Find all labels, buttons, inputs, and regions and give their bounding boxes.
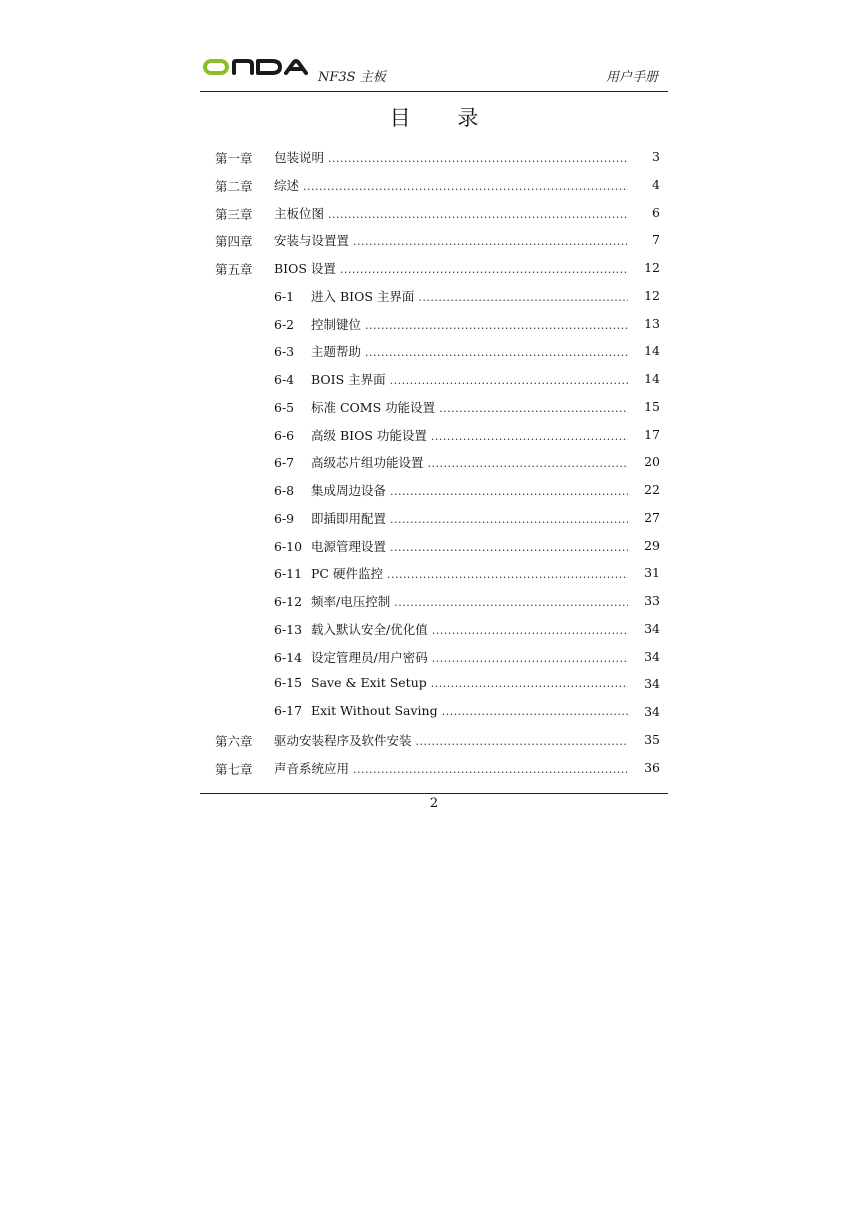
onda-logo-icon bbox=[202, 57, 310, 77]
toc-entry-title: PC 硬件监控 bbox=[311, 566, 383, 582]
toc-entry[interactable] bbox=[200, 558, 668, 586]
toc-entry-title: 标准 COMS 功能设置 bbox=[311, 399, 436, 415]
toc-dot-leader bbox=[432, 624, 628, 637]
toc-entry-title: 包装说明 bbox=[274, 150, 325, 165]
toc-dot-leader bbox=[431, 430, 628, 443]
toc-chapter-label: 第二章 bbox=[215, 178, 253, 194]
toc-entry[interactable] bbox=[200, 309, 668, 337]
toc-section-number: 6-4 bbox=[274, 372, 295, 387]
toc-section-number: 6-6 bbox=[274, 427, 295, 443]
toc-chapter-label: 第四章 bbox=[215, 234, 253, 250]
toc-section-number: 6-14 bbox=[274, 649, 303, 665]
toc-entry[interactable] bbox=[200, 253, 668, 281]
toc-dot-leader bbox=[416, 735, 628, 748]
toc-dot-leader bbox=[390, 485, 628, 498]
toc-entry-body bbox=[274, 675, 628, 690]
toc-section-number: 6-17 bbox=[274, 703, 303, 718]
toc-dot-leader bbox=[390, 374, 628, 387]
toc-entry-body bbox=[274, 370, 628, 388]
toc-dot-leader bbox=[353, 235, 628, 248]
toc-dot-leader bbox=[431, 677, 628, 690]
toc-entry-title: Save & Exit Setup bbox=[311, 675, 427, 691]
toc-page-number: 34 bbox=[644, 648, 660, 664]
toc-entry-body bbox=[274, 342, 628, 360]
toc-entry[interactable] bbox=[200, 364, 668, 392]
toc-entry-title: 安装与设置置 bbox=[274, 233, 350, 249]
manual-label: 用户手册 bbox=[605, 70, 658, 85]
toc-entry-title: BOIS 主界面 bbox=[311, 372, 386, 387]
toc-chapter-label: 第三章 bbox=[215, 206, 253, 222]
toc-section-number: 6-11 bbox=[274, 566, 303, 582]
toc-dot-leader bbox=[365, 319, 628, 332]
toc-entry[interactable] bbox=[200, 531, 668, 559]
toc-chapter-label: 第五章 bbox=[215, 262, 253, 277]
toc-entry[interactable] bbox=[200, 420, 668, 448]
toc-section-number: 6-7 bbox=[274, 455, 295, 471]
toc-entry-body bbox=[274, 453, 628, 471]
toc-page-number: 15 bbox=[644, 398, 660, 414]
toc-section-number: 6-8 bbox=[274, 483, 295, 498]
toc-entry[interactable] bbox=[200, 697, 668, 725]
toc-entry-body bbox=[274, 759, 628, 777]
toc-dot-leader bbox=[418, 291, 628, 304]
toc-page-number: 34 bbox=[644, 620, 660, 636]
toc-entry-body bbox=[274, 315, 628, 333]
toc-section-number: 6-13 bbox=[274, 621, 303, 637]
model-label: NF3S 主板 bbox=[318, 70, 386, 85]
toc-page-number: 20 bbox=[644, 454, 660, 470]
toc-entry-body bbox=[274, 231, 628, 249]
toc-entry-body bbox=[274, 509, 628, 527]
toc-entry[interactable] bbox=[200, 725, 668, 753]
toc-chapter-label: 第一章 bbox=[215, 151, 253, 166]
toc-section-number: 6-15 bbox=[274, 675, 303, 691]
toc-page-number: 31 bbox=[644, 565, 660, 581]
toc-section-number: 6-3 bbox=[274, 344, 295, 360]
toc-entry-body bbox=[274, 564, 628, 582]
toc-entry[interactable] bbox=[200, 225, 668, 253]
toc-dot-leader bbox=[303, 180, 628, 193]
toc-entry-body bbox=[274, 176, 628, 194]
toc-dot-leader bbox=[394, 596, 628, 609]
toc-section-number: 6-9 bbox=[274, 510, 295, 526]
toc-page-number: 7 bbox=[652, 232, 660, 248]
toc-entry[interactable] bbox=[200, 586, 668, 614]
toc-dot-leader bbox=[428, 457, 628, 470]
page-title: 目 录 bbox=[389, 106, 499, 130]
toc-dot-leader bbox=[328, 208, 628, 221]
toc-dot-leader bbox=[432, 652, 628, 665]
toc-entry-title: 载入默认安全/优化值 bbox=[311, 621, 428, 637]
footer-divider bbox=[200, 793, 668, 794]
toc-entry-body bbox=[274, 398, 628, 416]
toc-page-number: 36 bbox=[644, 759, 660, 775]
toc-section-number: 6-5 bbox=[274, 399, 295, 415]
toc-entry-title: 高级芯片组功能设置 bbox=[311, 455, 424, 471]
toc-page-number: 12 bbox=[644, 287, 660, 303]
toc-entry-body bbox=[274, 537, 628, 555]
toc-entry-title: 进入 BIOS 主界面 bbox=[311, 288, 415, 304]
toc-entry-title: 设定管理员/用户密码 bbox=[311, 649, 428, 665]
toc-entry-body bbox=[274, 204, 628, 222]
toc-entry-title: Exit Without Saving bbox=[311, 703, 438, 718]
toc-entry[interactable] bbox=[200, 753, 668, 781]
toc-page-number: 3 bbox=[652, 149, 660, 164]
toc-page-number: 33 bbox=[644, 593, 660, 608]
toc-dot-leader bbox=[390, 541, 628, 554]
toc-page-number: 14 bbox=[644, 371, 660, 386]
toc-entry-body bbox=[274, 592, 628, 610]
toc-page-number: 34 bbox=[644, 676, 660, 692]
toc-page-number: 29 bbox=[644, 537, 660, 553]
toc-chapter-label: 第七章 bbox=[215, 761, 253, 777]
toc-page-number: 13 bbox=[644, 315, 660, 331]
toc-entry-body bbox=[274, 426, 628, 444]
toc-section-number: 6-2 bbox=[274, 316, 295, 332]
toc-page-number: 4 bbox=[652, 176, 660, 192]
toc-page-number: 22 bbox=[644, 482, 660, 497]
table-of-contents bbox=[200, 142, 668, 780]
page-number: 2 bbox=[429, 796, 439, 811]
toc-entry-title: 电源管理设置 bbox=[311, 538, 387, 554]
page-header bbox=[200, 54, 668, 92]
toc-page-number: 17 bbox=[644, 426, 660, 442]
toc-entry-title: 即插即用配置 bbox=[311, 510, 387, 526]
toc-dot-leader bbox=[387, 568, 628, 581]
toc-entry-title: BIOS 设置 bbox=[274, 261, 336, 276]
toc-entry-title: 主题帮助 bbox=[311, 344, 362, 360]
toc-entry-body bbox=[274, 259, 628, 277]
toc-entry-body bbox=[274, 648, 628, 666]
toc-entry-body bbox=[274, 703, 628, 718]
toc-entry[interactable] bbox=[200, 170, 668, 198]
toc-entry-title: 控制键位 bbox=[311, 316, 362, 332]
toc-entry-body bbox=[274, 287, 628, 305]
toc-section-number: 6-12 bbox=[274, 594, 303, 609]
toc-entry[interactable] bbox=[200, 447, 668, 475]
toc-entry[interactable] bbox=[200, 392, 668, 420]
toc-dot-leader bbox=[353, 763, 628, 776]
toc-page-number: 34 bbox=[644, 704, 660, 719]
toc-entry[interactable] bbox=[200, 475, 668, 503]
toc-dot-leader bbox=[365, 346, 628, 359]
toc-entry-title: 高级 BIOS 功能设置 bbox=[311, 427, 427, 443]
toc-entry-body bbox=[274, 148, 628, 166]
toc-page-number: 12 bbox=[644, 260, 660, 275]
toc-entry[interactable] bbox=[200, 336, 668, 364]
toc-entry-title: 主板位图 bbox=[274, 205, 325, 221]
toc-dot-leader bbox=[340, 263, 628, 276]
toc-entry[interactable] bbox=[200, 614, 668, 642]
toc-page-number: 14 bbox=[644, 343, 660, 359]
toc-entry-title: 声音系统应用 bbox=[274, 760, 350, 776]
toc-dot-leader bbox=[442, 705, 628, 718]
toc-section-number: 6-10 bbox=[274, 538, 303, 554]
toc-entry[interactable] bbox=[200, 281, 668, 309]
toc-dot-leader bbox=[390, 513, 628, 526]
toc-entry-body bbox=[274, 481, 628, 499]
toc-page-number: 6 bbox=[652, 204, 660, 220]
toc-entry-body bbox=[274, 731, 628, 749]
toc-dot-leader bbox=[328, 152, 628, 165]
toc-entry[interactable] bbox=[200, 642, 668, 670]
toc-page-number: 27 bbox=[644, 509, 660, 525]
toc-section-number: 6-1 bbox=[274, 288, 295, 304]
toc-entry-title: 集成周边设备 bbox=[311, 483, 387, 498]
toc-entry-title: 综述 bbox=[274, 177, 300, 193]
toc-entry-title: 驱动安装程序及软件安装 bbox=[274, 732, 412, 748]
toc-dot-leader bbox=[439, 402, 628, 415]
toc-entry[interactable] bbox=[200, 503, 668, 531]
toc-entry-title: 频率/电压控制 bbox=[311, 594, 391, 609]
toc-chapter-label: 第六章 bbox=[215, 733, 253, 749]
toc-entry-body bbox=[274, 620, 628, 638]
toc-entry[interactable] bbox=[200, 142, 668, 170]
toc-entry[interactable] bbox=[200, 669, 668, 697]
toc-page-number: 35 bbox=[644, 731, 660, 747]
toc-entry[interactable] bbox=[200, 198, 668, 226]
